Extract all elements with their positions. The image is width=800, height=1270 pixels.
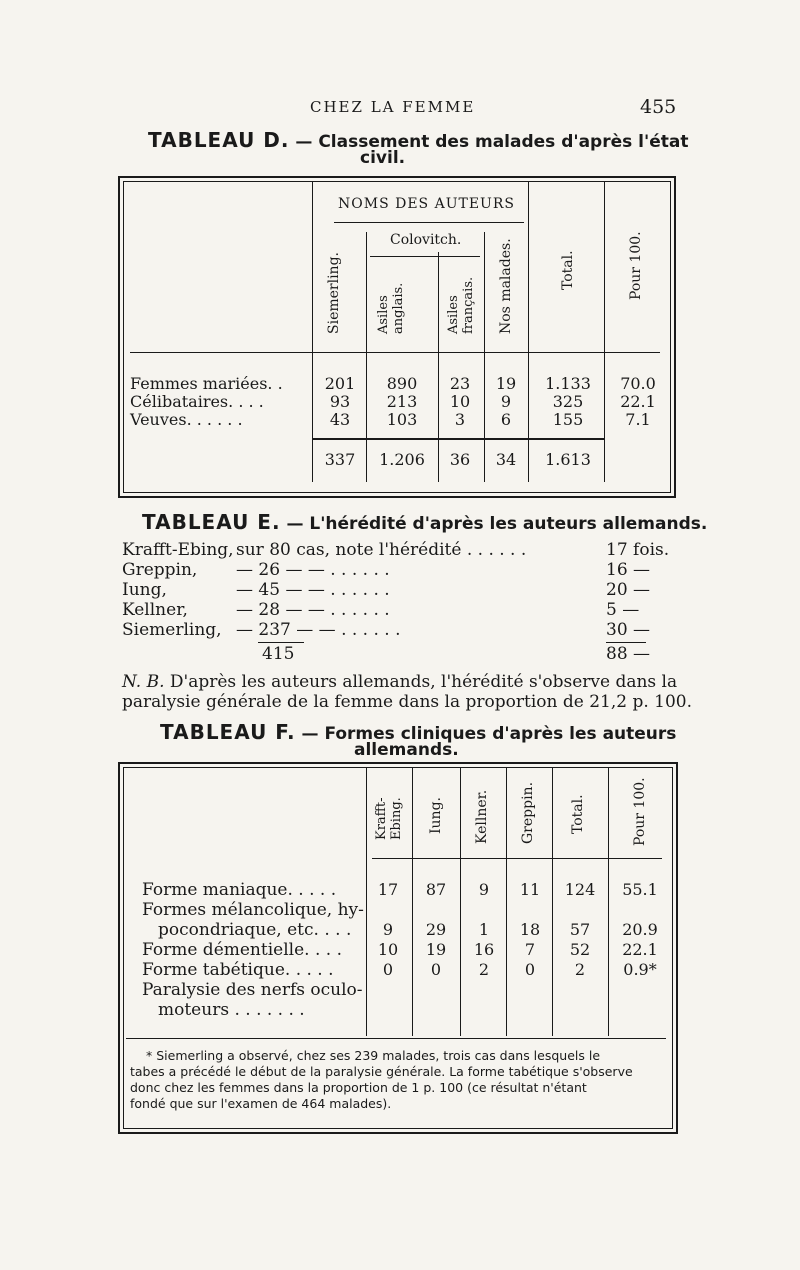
table-f-row-label: pocondriaque, etc. . . .: [158, 920, 352, 940]
table-f-cell: 10: [377, 940, 399, 959]
table-e-row-name: Krafft-Ebing,: [122, 540, 234, 560]
table-d-cell: 19: [495, 374, 517, 393]
table-d-total: 1.206: [379, 450, 425, 469]
table-e-row-name: Siemerling,: [122, 620, 222, 640]
table-f-caption-text: — Formes cliniques d'après les auteurs: [301, 724, 677, 744]
table-f-row-label: Formes mélancolique, hy-: [142, 900, 364, 920]
table-f-col-total: Total.: [570, 794, 586, 834]
table-f-cell: 1: [478, 920, 490, 939]
table-d-col-total: Total.: [560, 250, 576, 290]
table-f-footnote-line: donc chez les femmes dans la proportion de 1 p. 100 (ce résultat n'étant: [130, 1080, 587, 1095]
table-e-row-text: — 26 — — . . . . . .: [236, 560, 390, 580]
table-f-cell: 29: [425, 920, 447, 939]
table-f-cell: 9: [478, 880, 490, 899]
table-d-row-label: Célibataires. . . .: [130, 392, 264, 411]
table-e-caption-lead: TABLEAU E.: [142, 510, 281, 534]
table-e-row-name: Greppin,: [122, 560, 198, 580]
table-e-row-value: 5 —: [606, 600, 640, 620]
table-d-caption-cont: civil.: [360, 148, 406, 168]
table-f-caption-lead: TABLEAU F.: [160, 720, 296, 744]
table-d-total: 36: [449, 450, 471, 469]
table-f-cell: 11: [519, 880, 541, 899]
table-e-row-text: sur 80 cas, note l'hérédité . . . . . .: [236, 540, 527, 560]
table-f-footnote-line: tabes a précédé le début de la paralysie générale. La forme tabétique s'observe: [130, 1064, 633, 1079]
table-d-caption-text: — Classement des malades d'après l'état: [295, 132, 689, 152]
table-d-cell: 70.0: [620, 374, 656, 393]
table-d-cell: 890: [386, 374, 418, 393]
table-f-cell: 16: [473, 940, 495, 959]
table-e-row-name: Iung,: [122, 580, 167, 600]
table-d-cell: 93: [329, 392, 351, 411]
table-e-row-value: 30 —: [606, 620, 651, 640]
table-e-row-value: 20 —: [606, 580, 651, 600]
table-f-cell: 52: [569, 940, 591, 959]
table-d-col-siemerling: Siemerling.: [326, 252, 342, 334]
table-e-sum-cases: 415: [262, 644, 295, 664]
table-f-cell: 0: [524, 960, 536, 979]
table-d-cell: 201: [324, 374, 356, 393]
table-d-cell: 43: [329, 410, 351, 429]
table-d-subgroup-header: Colovitch.: [390, 232, 462, 248]
table-d-caption: [148, 128, 688, 152]
table-f-row-label: Forme démentielle. . . .: [142, 940, 342, 960]
table-f-col-pour-100: Pour 100.: [632, 777, 648, 846]
table-f-col-iung: Iung.: [428, 797, 444, 834]
table-f-row-label: moteurs . . . . . . .: [158, 1000, 305, 1020]
table-e-row-text: — 45 — — . . . . . .: [236, 580, 390, 600]
table-e-caption: [142, 510, 707, 534]
table-f-row-label: Forme maniaque. . . . .: [142, 880, 337, 900]
table-e-sum-value: 88 —: [606, 644, 651, 664]
table-f-cell: 9: [382, 920, 394, 939]
table-f-row-label: Forme tabétique. . . . .: [142, 960, 334, 980]
table-d-total: 337: [324, 450, 356, 469]
table-d-total: 34: [495, 450, 517, 469]
table-e-row-name: Kellner,: [122, 600, 188, 620]
running-header-title: CHEZ LA FEMME: [310, 98, 476, 116]
table-e-row-text: — 28 — — . . . . . .: [236, 600, 390, 620]
table-f-cell: 7: [524, 940, 536, 959]
table-d-col-nos-malades: Nos malades.: [498, 238, 514, 334]
table-e-caption-text: — L'hérédité d'après les auteurs allemands.: [286, 514, 708, 534]
table-d-cell: 6: [500, 410, 512, 429]
table-f-cell: 124: [564, 880, 596, 899]
table-d-cell: 22.1: [620, 392, 656, 411]
table-d-col-pour-100: Pour 100.: [628, 231, 644, 300]
table-d-cell: 7.1: [625, 410, 651, 429]
table-f-cell: 17: [377, 880, 399, 899]
table-d-col-asiles-francais: Asiles français.: [446, 276, 476, 334]
table-f-cell: 19: [425, 940, 447, 959]
table-d-row-label: Femmes mariées. .: [130, 374, 283, 393]
table-d-cell: 3: [454, 410, 466, 429]
table-f-col-greppin: Greppin.: [520, 781, 536, 844]
table-d-col-asiles-anglais: Asiles anglais.: [376, 282, 406, 334]
table-f-footnote-line: fondé que sur l'examen de 464 malades).: [130, 1096, 392, 1111]
table-f-col-krafft-ebing: Krafft-Ebing.: [374, 797, 404, 840]
table-f-cell: 0: [430, 960, 442, 979]
note-nb: N. B.: [122, 672, 165, 692]
table-f-col-kellner: Kellner.: [474, 789, 490, 844]
table-d-cell: 213: [386, 392, 418, 411]
table-d-cell: 9: [500, 392, 512, 411]
table-d-cell: 103: [386, 410, 418, 429]
table-d-total: 1.613: [545, 450, 591, 469]
table-d-caption-lead: TABLEAU D.: [148, 128, 290, 152]
table-e-row-text: — 237 — — . . . . . .: [236, 620, 401, 640]
note-line-2: paralysie générale de la femme dans la proportion de 21,2 p. 100.: [122, 692, 692, 712]
table-d-cell: 1.133: [545, 374, 591, 393]
table-d-cell: 325: [552, 392, 584, 411]
table-f-footnote-line: * Siemerling a observé, chez ses 239 malades, trois cas dans lesquels le: [146, 1048, 601, 1063]
table-f-cell: 2: [574, 960, 586, 979]
table-f-cell: 2: [478, 960, 490, 979]
table-d-row-label: Veuves. . . . . .: [130, 410, 243, 429]
table-e-row-value: 17 fois.: [606, 540, 670, 560]
page-number: 455: [640, 96, 677, 118]
table-e-row-value: 16 —: [606, 560, 651, 580]
note-text-1: D'après les auteurs allemands, l'hérédité s'observe dans la: [169, 672, 678, 692]
table-f-cell: 57: [569, 920, 591, 939]
table-d-cell: 155: [552, 410, 584, 429]
table-f-row-label: Paralysie des nerfs oculo-: [142, 980, 363, 1000]
table-f-cell: 0: [382, 960, 394, 979]
table-f-cell: 0.9*: [623, 960, 657, 979]
table-f-cell: 55.1: [622, 880, 658, 899]
table-f-cell: 20.9: [622, 920, 658, 939]
table-f-cell: 87: [425, 880, 447, 899]
table-d-cell: 23: [449, 374, 471, 393]
table-d-group-header: NOMS DES AUTEURS: [338, 196, 515, 212]
table-f-cell: 18: [519, 920, 541, 939]
table-d-cell: 10: [449, 392, 471, 411]
table-f-cell: 22.1: [622, 940, 658, 959]
note-line-1: [122, 672, 677, 692]
table-f-caption-cont: allemands.: [354, 740, 459, 760]
